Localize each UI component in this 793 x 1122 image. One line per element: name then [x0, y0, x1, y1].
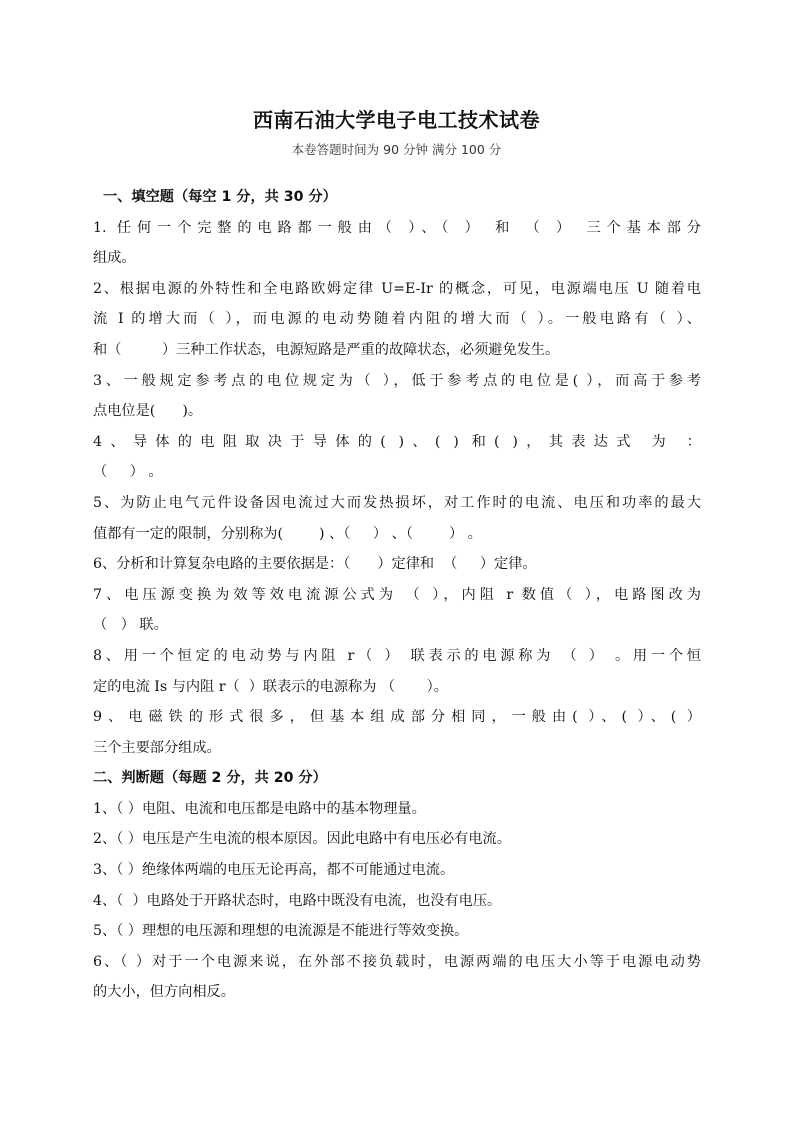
question-line: 1、（ ）电阻、电流和电压都是电路中的基本物理量。	[93, 800, 426, 817]
question-3	[93, 366, 701, 427]
exam-content	[93, 182, 701, 1008]
question-line: 9、电磁铁的形式很多，但基本组成部分相同，一般由( ）、( ）、( ）	[93, 709, 701, 726]
question-line: （ ） 。	[93, 464, 163, 481]
question-6	[93, 549, 701, 580]
section-heading-fill-in-blanks: 一、填空题（每空 1 分，共 30 分）	[103, 189, 337, 205]
question-9	[93, 702, 701, 763]
question-line: 流 I 的增大而（ ），而电源的电动势随着内阻的增大而（ ）。一般电路有（ ）、	[93, 311, 701, 328]
question-1	[93, 213, 701, 274]
question-line: 2、根据电源的外特性和全电路欧姆定律 U=E-Ir 的概念，可见，电源端电压 U 随着电	[93, 280, 701, 297]
exam-duration-and-score: 本卷答题时间为 90 分钟 满分 100 分	[291, 142, 502, 157]
question-line: 的大小，但方向相反。	[93, 984, 235, 1001]
question-5	[93, 488, 701, 549]
question-line: 和（ ）三种工作状态，电源短路是严重的故障状态，必须避免发生。	[93, 341, 560, 358]
page-title: 西南石油大学电子电工技术试卷	[253, 108, 540, 132]
tf-question-4	[93, 886, 701, 917]
question-line: 2、（ ）电压是产生电流的根本原因。因此电路中有电压必有电流。	[93, 831, 511, 848]
question-line: 7、电压源变换为效等效电流源公式为 （ ），内阻 r 数值（ ），电路图改为	[93, 586, 701, 603]
question-line: 3、（ ）绝缘体两端的电压无论再高，都不可能通过电流。	[93, 862, 455, 879]
question-line: 5、为防止电气元件设备因电流过大而发热损坏，对工作时的电流、电压和功率的最大	[93, 494, 701, 511]
question-line: 6、分析和计算复杂电路的主要依据是：（ ）定律和 （ ）定律。	[93, 556, 537, 573]
question-line: 5、（ ）理想的电压源和理想的电流源是不能进行等效变换。	[93, 923, 469, 940]
question-4	[93, 427, 701, 488]
question-line: 定的电流 Is 与内阻 r（ ）联表示的电源称为 （ ）。	[93, 678, 448, 695]
section-heading-true-false: 二、判断题（每题 2 分，共 20 分）	[93, 770, 327, 787]
question-line: 4、（ ）电路处于开路状态时，电路中既没有电流，也没有电压。	[93, 892, 502, 909]
question-2	[93, 274, 701, 366]
question-line: 6、（ ）对于一个电源来说，在外部不接负载时，电源两端的电压大小等于电源电动势	[93, 953, 701, 970]
tf-question-1	[93, 794, 701, 825]
tf-question-5	[93, 916, 701, 947]
tf-question-3	[93, 855, 701, 886]
question-line: 点电位是( )。	[93, 403, 203, 420]
question-line: 三个主要部分组成。	[93, 739, 221, 756]
question-line: （ ） 联。	[93, 617, 168, 634]
question-line: 值都有一定的限制，分别称为( ) 、（ ） 、（ ） 。	[93, 525, 482, 542]
question-7	[93, 580, 701, 641]
question-line: 1. 任何一个完整的电路都一般由（ ）、（ ） 和 （ ） 三个基本部分	[93, 219, 701, 236]
question-8	[93, 641, 701, 702]
question-line: 组成。	[93, 250, 136, 267]
question-line: 3、一般规定参考点的电位规定为（ ），低于参考点的电位是( ），而高于参考	[93, 372, 701, 389]
question-line: 8、用一个恒定的电动势与内阻 r（ ） 联表示的电源称为 （ ） 。用一个恒	[93, 647, 701, 664]
question-line: 4、导体的电阻取决于导体的( )、( ) 和( )，其表达式 为 ：	[93, 433, 701, 450]
tf-question-2	[93, 824, 701, 855]
tf-question-6	[93, 947, 701, 1008]
